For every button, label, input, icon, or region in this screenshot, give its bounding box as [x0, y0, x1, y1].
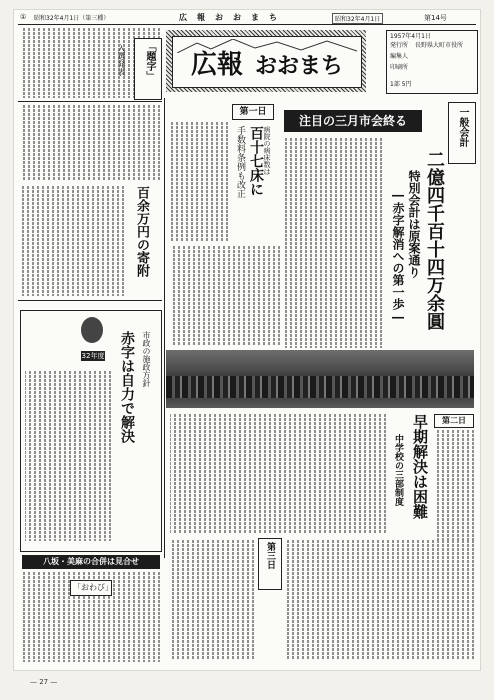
- publisher-label: 発行所: [390, 42, 409, 49]
- date-line: 昭和32年4月1日（第三種）: [34, 15, 110, 22]
- policy-label: 市政の施政方針: [142, 331, 151, 387]
- category-box: [448, 102, 476, 164]
- day-two-label: 第二日: [434, 414, 474, 428]
- issue-number: 第14号: [424, 14, 447, 22]
- lead-amount: 二億四千百十四万余圓: [424, 150, 445, 330]
- page-folio: — 27 —: [30, 678, 58, 686]
- rule: [18, 300, 162, 301]
- editor-label: 編集人: [390, 53, 409, 60]
- policy-box: [20, 310, 162, 552]
- portrait-photo: [81, 317, 103, 343]
- text-block: [434, 430, 474, 540]
- apology-label: 「おわび」: [73, 583, 113, 592]
- category-label: 一般会計: [457, 107, 468, 147]
- hospital-beds: 百十七床に: [248, 126, 264, 196]
- title-contest-label: 「題字」: [144, 41, 155, 81]
- day-two-sub: 中学校の三部制度: [393, 434, 403, 506]
- lead-sub2: ―赤字解消への第一歩―: [391, 188, 405, 324]
- newspaper-page: [14, 10, 480, 670]
- title-contest-sub: 入選発表: [117, 44, 126, 76]
- text-block: [20, 186, 124, 296]
- merger-headline: 八坂・美麻の合併は見合せ: [22, 555, 160, 569]
- publisher: 長野県大町市役所: [415, 42, 464, 49]
- masthead-title-kana: おおまち: [255, 53, 344, 79]
- publication-info: [386, 30, 478, 94]
- apology-box: [70, 580, 112, 596]
- text-block: [170, 122, 228, 242]
- pub-date: 1957年4月1日: [390, 33, 431, 40]
- stamp-date: 昭和32年4月1日: [332, 13, 383, 24]
- text-block: [20, 105, 160, 180]
- paper-name: 広 報 お お ま ち: [179, 13, 278, 22]
- policy-slogan: 赤字は自力で解決: [119, 331, 135, 443]
- printer-label: 印刷所: [390, 64, 409, 71]
- ordinance: 手数料条例も改正: [235, 126, 245, 198]
- text-block: [170, 246, 280, 346]
- header-rule: [18, 24, 476, 25]
- column-rule: [164, 98, 165, 558]
- text-block: [284, 138, 382, 348]
- day-two-headline: 早期解決は困難: [411, 414, 429, 519]
- text-block: [170, 414, 386, 534]
- hospital-sub: 病院の病床数は: [263, 126, 271, 175]
- page-number: ①: [20, 13, 27, 21]
- text-block: [286, 540, 474, 660]
- rule: [18, 101, 162, 102]
- day-three-label: 第三日: [265, 542, 275, 569]
- day-one-label: 第一日: [232, 104, 274, 120]
- budget-year: 32年度: [81, 352, 105, 360]
- text-block: [25, 371, 111, 541]
- price: 1部 5円: [390, 81, 412, 88]
- day-three-box: [258, 538, 282, 590]
- masthead-frame: [172, 36, 362, 88]
- lead-sub1: 特別会計は原案通り: [407, 170, 421, 278]
- main-headline: 注目の三月市会終る: [284, 110, 422, 132]
- masthead-title-kanji: 広報: [191, 50, 244, 80]
- donation-headline: 百余万円の寄附: [134, 186, 149, 277]
- text-block: [170, 540, 254, 660]
- council-photo: [166, 350, 474, 408]
- title-contest-box: [134, 38, 162, 100]
- photo-attendees: [166, 376, 474, 398]
